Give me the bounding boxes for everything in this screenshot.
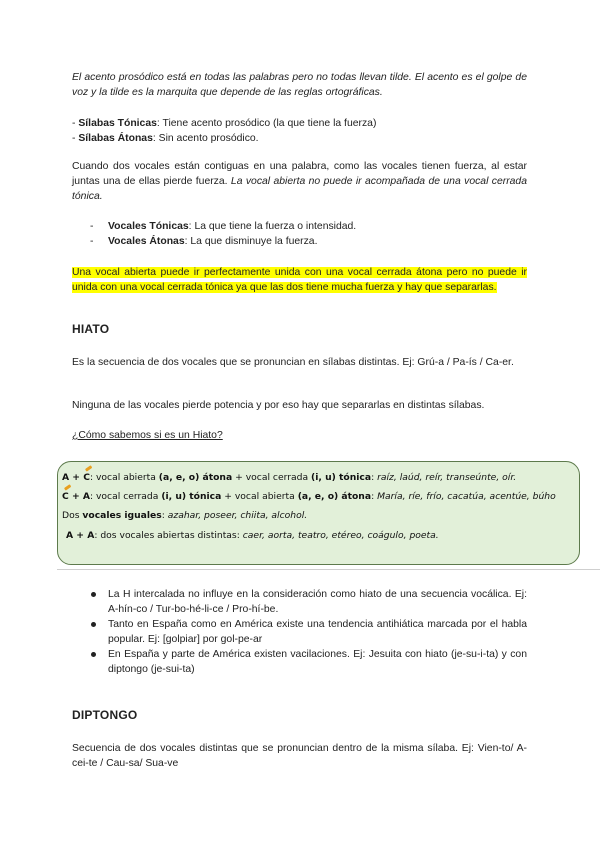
term: Sílabas Átonas: [78, 133, 153, 144]
intro-paragraph: El acento prosódico está en todas las palabras pero no todas llevan tilde. El acento es el golpe de voz y la tilde es la marquita que depende de las reglas ortográficas.: [72, 72, 527, 98]
rule-formula: A + A: [66, 529, 95, 541]
rule-examples: azahar, poseer, chiita, alcohol.: [167, 510, 308, 522]
hiato-bullets: [89, 587, 527, 677]
rule-row: A + C: vocal abierta (a, e, o) átona + vocal cerrada (i, u) tónica: raíz, laúd, reír, transeúnte, oír.: [62, 468, 573, 487]
divider: [57, 569, 600, 570]
desc: : Sin acento prosódico.: [152, 133, 259, 144]
term: Sílabas Tónicas: [78, 118, 157, 129]
highlight-paragraph: [72, 265, 527, 295]
rule-formula: A + C: [62, 472, 90, 483]
desc: : Tiene acento prosódico (la que tiene la fuerza): [156, 118, 377, 129]
list-item: [90, 234, 520, 249]
vocales-list: [90, 219, 520, 249]
desc: : La que tiene la fuerza o intensidad.: [188, 221, 357, 232]
list-item: La H intercalada no influye en la consideración como hiato de una secuencia vocálica. Ej: A-hín-co / Tur-bo-hé-li-ce / Pro-hí-be.: [89, 587, 527, 617]
rule-examples: María, ríe, frío, cacatúa, acentúe, búho: [377, 491, 556, 503]
hiato-rules-box: [57, 461, 580, 565]
vocales-paragraph-text: Cuando dos vocales están contiguas en una palabra, como las vocales tienen fuerza, al estar juntas una de ellas pierde fuerza.: [72, 161, 527, 187]
rule-row: C + A: vocal cerrada (i, u) tónica + vocal abierta (a, e, o) átona: María, ríe, frío, cacatúa, acentúe, búho: [62, 487, 573, 506]
rule-row: Dos vocales iguales: azahar, poseer, chiita, alcohol.: [62, 510, 308, 522]
rule-formula: C + A: [62, 491, 90, 502]
list-item: Tanto en España como en América existe una tendencia antihiática marcada por el habla popular. Ej: [golpiar] por gol-pe-ar: [89, 617, 527, 647]
list-item: - Sílabas Átonas: Sin acento prosódico.: [72, 133, 259, 144]
highlight-text: Una vocal abierta puede ir perfectamente unida con una vocal cerrada átona pero no puede ir unida con una vocal cerrada tónica ya que las dos tiene mucha fuerza y hay que separarlas.: [72, 267, 527, 293]
rule-row: A + A: dos vocales abiertas distintas: caer, aorta, teatro, etéreo, coágulo, poeta.: [66, 529, 439, 541]
diptongo-heading: DIPTONGO: [72, 708, 138, 722]
list-item: - Sílabas Tónicas: Tiene acento prosódico (la que tiene la fuerza): [72, 118, 377, 129]
rule-examples: raíz, laúd, reír, transeúnte, oír.: [377, 472, 517, 483]
term: Vocales Tónicas: [108, 221, 189, 232]
vocales-paragraph-italic: La vocal abierta no puede ir acompañada de una vocal cerrada tónica.: [72, 176, 527, 202]
hiato-heading: HIATO: [72, 322, 110, 336]
hiato-note: Ninguna de las vocales pierde potencia y por eso hay que separarlas en distintas sílabas.: [72, 400, 485, 411]
silabas-list: [72, 116, 527, 146]
rule-examples: caer, aorta, teatro, etéreo, coágulo, poeta.: [242, 529, 439, 541]
list-item: En España y parte de América existen vacilaciones. Ej: Jesuita con hiato (je-su-i-ta) y con diptongo (je-sui-ta): [89, 647, 527, 677]
hiato-question: ¿Cómo sabemos si es un Hiato?: [72, 430, 223, 441]
list-item: [90, 219, 520, 234]
vocales-paragraph: [72, 159, 527, 204]
hiato-definition: Es la secuencia de dos vocales que se pronuncian en sílabas distintas. Ej: Grú-a / Pa-ís / Ca-er.: [72, 357, 514, 368]
diptongo-definition: Secuencia de dos vocales distintas que se pronuncian dentro de la misma sílaba. Ej: Vien-to/ A-cei-te / Cau-sa/ Sua-ve: [72, 743, 527, 769]
term: Vocales Átonas: [108, 236, 185, 247]
desc: : La que disminuye la fuerza.: [184, 236, 318, 247]
